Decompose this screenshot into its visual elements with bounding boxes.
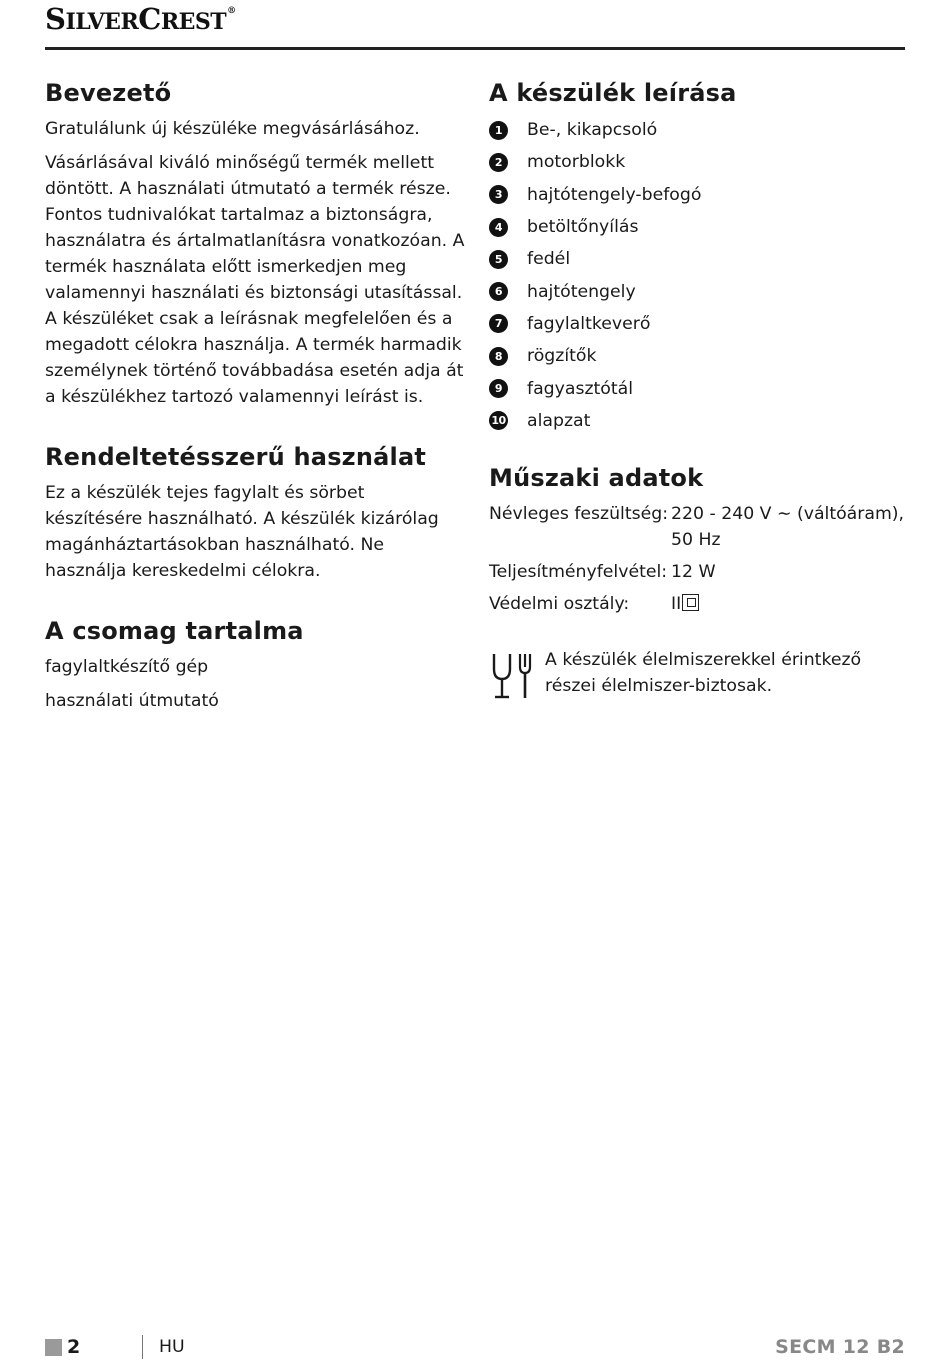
spec-value	[671, 591, 909, 617]
right-column	[489, 74, 909, 703]
spec-value	[671, 501, 909, 553]
page-footer	[45, 1333, 905, 1361]
intro-heading: Bevezető	[45, 79, 172, 107]
spec-label: Teljesítményfelvétel:	[489, 561, 668, 582]
technical-heading: Műszaki adatok	[489, 463, 704, 492]
intro-section	[45, 74, 465, 410]
spec-value: 12 W	[671, 561, 716, 582]
part-label: hajtótengely-befogó	[527, 184, 702, 205]
model-number: SECM 12 B2	[775, 1336, 905, 1358]
spec-row-power	[489, 559, 909, 585]
part-item	[489, 372, 909, 404]
intended-use-heading: Rendeltetésszerű használat	[45, 443, 427, 471]
part-item	[489, 179, 909, 211]
spec-label: Névleges feszültség:	[489, 503, 669, 524]
part-number-badge: 2	[489, 153, 508, 172]
voltage-line-2: 50 Hz	[671, 529, 721, 550]
technical-section	[489, 459, 909, 617]
description-heading: A készülék leírása	[489, 79, 737, 107]
part-label: alapzat	[527, 410, 591, 431]
protection-class-value: II	[671, 593, 682, 614]
part-label: betöltőnyílás	[527, 217, 639, 238]
package-item: használati útmutató	[45, 691, 219, 711]
intended-use-section	[45, 438, 465, 584]
spec-row-voltage	[489, 501, 909, 553]
part-item	[489, 211, 909, 243]
page-number: 2	[67, 1336, 81, 1358]
part-item	[489, 308, 909, 340]
parts-list	[489, 114, 909, 437]
voltage-line-1: 220 - 240 V ∼ (váltóáram),	[671, 503, 905, 524]
footer-square-icon	[45, 1339, 62, 1356]
part-label: Be-, kikapcsoló	[527, 120, 658, 141]
part-label: fagyasztótál	[527, 378, 634, 399]
footer-divider	[142, 1335, 143, 1359]
part-label: fedél	[527, 249, 571, 270]
part-label: motorblokk	[527, 152, 626, 173]
part-label: hajtótengely	[527, 281, 636, 302]
part-number-badge: 7	[489, 314, 508, 333]
part-label: fagylaltkeverő	[527, 313, 651, 334]
part-item	[489, 275, 909, 307]
part-item	[489, 146, 909, 178]
part-number-badge: 10	[489, 411, 508, 430]
intended-use-text: Ez a készülék tejes fagylalt és sörbet készítésére használható. A készülék kizárólag magánháztartásokban használható. Ne használja kereskedelmi célokra.	[45, 483, 439, 581]
food-safe-note	[489, 647, 909, 703]
food-safe-text: A készülék élelmiszerekkel érintkező részei élelmiszer-biztosak.	[545, 649, 862, 696]
intro-paragraph-2: Vásárlásával kiváló minőségű termék mellett döntött. A használati útmutató a termék része. Fontos tudnivalókat tartalmaz a biztonságra, használatra és ártalmatlanításra vonatkozóan. A termék használata előtt ismerkedjen meg valamennyi használati és biztonsági utasítással. A készüléket csak a leírásnak megfelelően és a megadott célokra használja. A termék harmadik személynek történő továbbadása esetén adja át a készülékhez tartozó valamennyi leírást is.	[45, 153, 465, 407]
part-number-badge: 9	[489, 379, 508, 398]
package-section	[45, 612, 465, 714]
part-item	[489, 340, 909, 372]
package-item: fagylaltkészítő gép	[45, 657, 209, 677]
part-number-badge: 8	[489, 347, 508, 366]
header-rule	[45, 47, 905, 50]
intro-paragraph-1: Gratulálunk új készüléke megvásárlásához.	[45, 119, 420, 139]
part-item	[489, 405, 909, 437]
spec-row-protection	[489, 591, 909, 617]
left-column	[45, 74, 465, 714]
brand-logo: SILVERCREST®	[45, 2, 236, 36]
part-number-badge: 4	[489, 218, 508, 237]
package-heading: A csomag tartalma	[45, 617, 304, 645]
language-code: HU	[159, 1337, 185, 1357]
part-item	[489, 114, 909, 146]
description-section	[489, 74, 909, 437]
protection-class-ii-icon	[682, 594, 699, 611]
part-label: rögzítők	[527, 346, 597, 367]
part-number-badge: 6	[489, 282, 508, 301]
part-number-badge: 3	[489, 185, 508, 204]
part-item	[489, 243, 909, 275]
spec-label: Védelmi osztály:	[489, 593, 630, 614]
glass-fork-icon	[489, 651, 535, 703]
spec-table	[489, 501, 909, 617]
part-number-badge: 1	[489, 121, 508, 140]
part-number-badge: 5	[489, 250, 508, 269]
